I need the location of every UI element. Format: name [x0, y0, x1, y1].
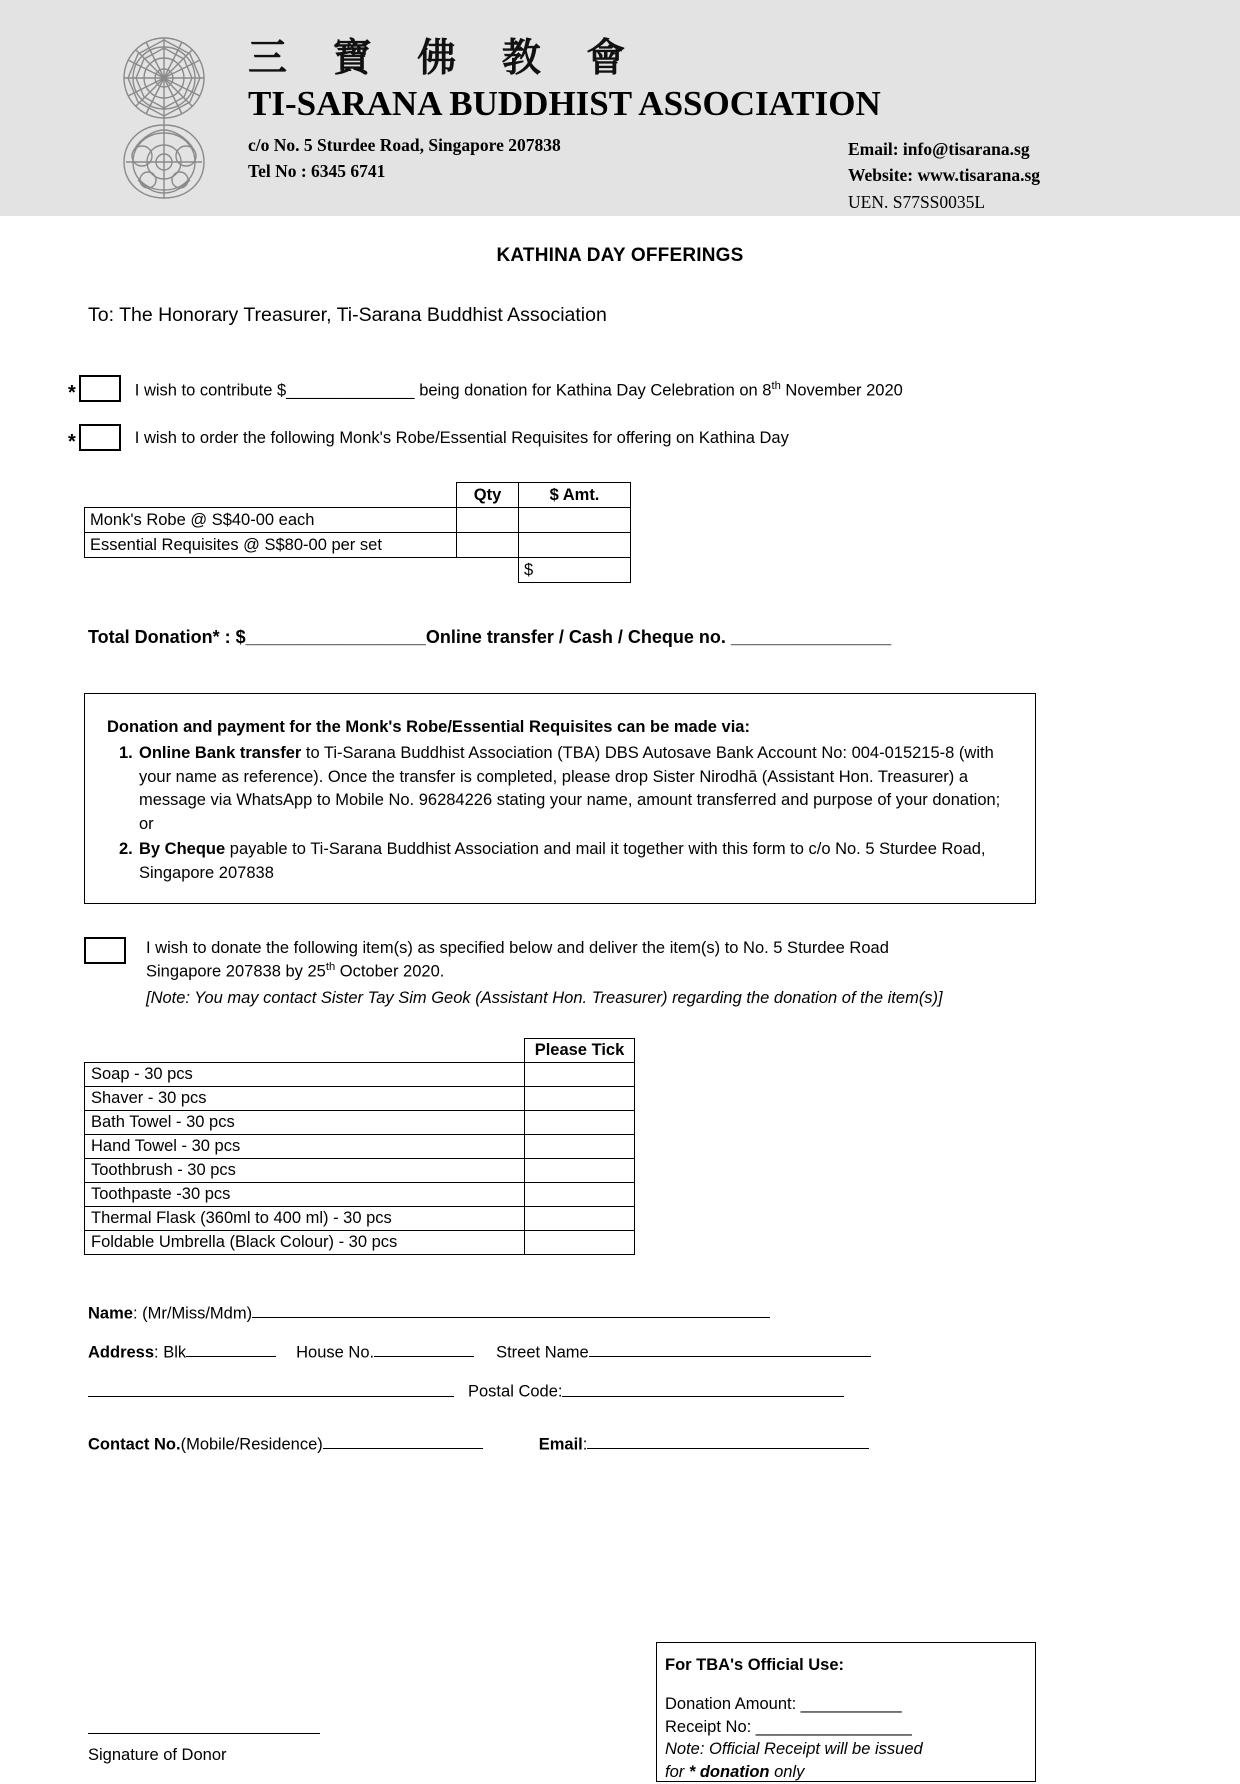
- table-row: [85, 1206, 635, 1230]
- table-row: [85, 1134, 635, 1158]
- org-email: Email: info@tisarana.sg: [848, 139, 1030, 159]
- chinese-org-title: 三 寶 佛 教 會: [248, 35, 642, 81]
- contribute-text-pre: I wish to contribute $: [134, 381, 287, 400]
- official-use-box: [656, 1642, 1036, 1782]
- item-tick-5[interactable]: [525, 1182, 635, 1206]
- payment-item-1-bold: Online Bank transfer: [139, 744, 302, 763]
- item-label-2: Bath Towel - 30 pcs: [85, 1110, 525, 1134]
- donate-deadline-ordinal: th: [325, 961, 336, 974]
- order-row-1-qty[interactable]: [457, 533, 519, 558]
- item-tick-0[interactable]: [525, 1062, 635, 1086]
- form-body: [0, 245, 1240, 1782]
- letterhead-titles: [248, 35, 881, 185]
- official-note-line-2: [665, 1761, 1035, 1784]
- signature-label: Signature of Donor: [88, 1746, 227, 1764]
- items-table-header-row: [85, 1038, 635, 1062]
- order-row-0-amt[interactable]: [519, 508, 631, 533]
- email-label: Email: [538, 1434, 583, 1453]
- item-tick-4[interactable]: [525, 1158, 635, 1182]
- address-field-line: [88, 1340, 1240, 1362]
- name-label: Name: [88, 1304, 133, 1323]
- donate-items-note: [Note: You may contact Sister Tay Sim Geok (Assistant Hon. Treasurer) regarding the donation of the item(s)]: [146, 989, 943, 1008]
- item-tick-6[interactable]: [525, 1206, 635, 1230]
- payment-instructions-box: [84, 693, 1036, 904]
- payment-item-2-rest: payable to Ti-Sarana Buddhist Association and mail it together with this form to c/o No. 5 Sturdee Road, Singapore 207838: [139, 840, 986, 882]
- item-tick-2[interactable]: [525, 1110, 635, 1134]
- page-title: KATHINA DAY OFFERINGS: [496, 245, 744, 266]
- donate-deadline-post: October 2020.: [335, 962, 445, 981]
- asterisk-marker-2: *: [68, 431, 76, 453]
- addressee-line: To: The Honorary Treasurer, Ti-Sarana Buddhist Association: [88, 304, 607, 326]
- official-note-line-1: Note: Official Receipt will be issued: [665, 1740, 923, 1759]
- street-name-label: Street Name: [496, 1343, 589, 1362]
- items-header-please-tick: Please Tick: [525, 1038, 635, 1062]
- item-tick-1[interactable]: [525, 1086, 635, 1110]
- official-note-bold: * donation: [688, 1763, 770, 1782]
- table-row: [85, 533, 631, 558]
- payment-item-1-number: 1.: [119, 744, 133, 763]
- order-header-qty: Qty: [457, 483, 519, 508]
- street-name-input[interactable]: [589, 1340, 871, 1357]
- payment-item-2-number: 2.: [119, 840, 133, 859]
- org-uen: UEN. S77SS0035L: [848, 191, 986, 212]
- official-receipt-no[interactable]: Receipt No: _________________: [665, 1717, 912, 1736]
- item-label-1: Shaver - 30 pcs: [85, 1086, 525, 1110]
- official-note-post: only: [769, 1763, 805, 1782]
- asterisk-marker: *: [68, 382, 76, 404]
- signature-block: [88, 1733, 320, 1765]
- donor-particulars: [88, 1301, 1240, 1454]
- checkbox-contribute[interactable]: [79, 375, 121, 402]
- option-contribute-label: [135, 375, 903, 401]
- official-use-heading: For TBA's Official Use:: [665, 1656, 845, 1674]
- item-label-4: Toothbrush - 30 pcs: [85, 1158, 525, 1182]
- order-row-1-desc: Essential Requisites @ S$80-00 per set: [85, 533, 457, 558]
- order-table-header-row: [85, 483, 631, 508]
- dharma-wheel-logo-icon: [104, 30, 224, 205]
- order-row-0-desc: Monk's Robe @ S$40-00 each: [85, 508, 457, 533]
- contact-sub-label: (Mobile/Residence): [180, 1434, 323, 1453]
- address-line2-input[interactable]: [88, 1379, 454, 1396]
- letterhead-contact-block: [848, 136, 1040, 215]
- address-second-line: [88, 1379, 1240, 1401]
- donation-items-table: [84, 1038, 635, 1255]
- name-sub-label: : (Mr/Miss/Mdm): [132, 1304, 253, 1323]
- email-colon: :: [582, 1434, 588, 1453]
- payment-item-2-body: [139, 838, 1011, 885]
- postal-code-label: Postal Code:: [468, 1382, 563, 1401]
- blk-input[interactable]: [186, 1340, 276, 1357]
- donate-items-line-2: [146, 960, 943, 984]
- contribute-amount-blank[interactable]: ______________: [286, 381, 415, 400]
- item-label-7: Foldable Umbrella (Black Colour) - 30 pcs: [85, 1230, 525, 1254]
- name-field-line: [88, 1301, 1240, 1323]
- order-row-1-amt[interactable]: [519, 533, 631, 558]
- org-address: c/o No. 5 Sturdee Road, Singapore 207838: [248, 135, 561, 156]
- option-donate-items-label: [146, 937, 943, 1011]
- name-input[interactable]: [252, 1301, 770, 1318]
- email-input[interactable]: [587, 1432, 869, 1449]
- official-note-pre: for: [665, 1763, 689, 1782]
- order-total-row: [85, 558, 631, 583]
- table-row: [85, 1230, 635, 1254]
- payment-item-1-rest: to Ti-Sarana Buddhist Association (TBA) DBS Autosave Bank Account No: 004-015215-8 (with your name as reference). Once the transfer is completed, please drop Sister Nirodhā (Assistant Hon. Treasurer) a message via WhatsApp to Mobile No. 96284226 stating your name, amount transferred and purpose of your donation; or: [139, 744, 1001, 833]
- payment-item-1-body: [139, 742, 1011, 836]
- option-donate-items-row: [84, 937, 1240, 1011]
- contribute-text-post-b: November 2020: [780, 381, 903, 400]
- donate-items-line-1: I wish to donate the following item(s) as specified below and deliver the item(s) to No. 5 Sturdee Road: [146, 938, 889, 957]
- payment-method-label: Online transfer / Cash / Cheque no.: [425, 627, 731, 647]
- table-row: [85, 508, 631, 533]
- house-no-label: House No.: [296, 1343, 375, 1362]
- org-website: Website: www.tisarana.sg: [848, 165, 1041, 186]
- total-donation-blank[interactable]: __________________: [245, 627, 426, 647]
- order-total-amount[interactable]: $: [519, 558, 631, 583]
- payment-method-item-1: [107, 742, 1011, 836]
- cheque-no-blank[interactable]: ________________: [730, 627, 892, 647]
- org-telephone: Tel No : 6345 6741: [248, 161, 386, 182]
- table-row: [85, 1062, 635, 1086]
- order-header-blank: [85, 483, 457, 508]
- item-label-0: Soap - 30 pcs: [85, 1062, 525, 1086]
- checkbox-order-requisites[interactable]: [79, 424, 121, 451]
- contact-no-input[interactable]: [323, 1432, 483, 1449]
- official-donation-amount[interactable]: Donation Amount: ___________: [665, 1694, 902, 1713]
- item-label-5: Toothpaste -30 pcs: [85, 1182, 525, 1206]
- payment-box-heading: Donation and payment for the Monk's Robe/Essential Requisites can be made via:: [107, 718, 750, 736]
- total-donation-line: [88, 627, 1240, 648]
- table-row: [85, 1182, 635, 1206]
- option-order-label: I wish to order the following Monk's Robe/Essential Requisites for offering on Kathina Day: [134, 429, 789, 447]
- address-blk-label: : Blk: [154, 1343, 187, 1362]
- donate-deadline-pre: Singapore 207838 by 25: [146, 962, 326, 981]
- item-label-6: Thermal Flask (360ml to 400 ml) - 30 pcs: [85, 1206, 525, 1230]
- contact-label: Contact No.: [88, 1434, 181, 1453]
- english-org-title: TI-SARANA BUDDHIST ASSOCIATION: [248, 83, 881, 123]
- total-donation-label: Total Donation* : $: [88, 627, 246, 647]
- address-label: Address: [88, 1343, 155, 1362]
- letterhead: [0, 0, 1240, 216]
- contribute-text-post-a: being donation for Kathina Day Celebration on 8: [414, 381, 772, 400]
- table-row: [85, 1086, 635, 1110]
- contact-field-line: [88, 1432, 1240, 1454]
- order-row-0-qty[interactable]: [457, 508, 519, 533]
- option-contribute-row: [68, 375, 1240, 403]
- item-tick-7[interactable]: [525, 1230, 635, 1254]
- postal-code-input[interactable]: [562, 1379, 844, 1396]
- payment-method-item-2: [107, 838, 1011, 885]
- table-row: [85, 1110, 635, 1134]
- item-tick-3[interactable]: [525, 1134, 635, 1158]
- option-order-row: [68, 424, 1240, 452]
- contribute-date-ordinal: th: [771, 380, 781, 392]
- item-label-3: Hand Towel - 30 pcs: [85, 1134, 525, 1158]
- signature-line[interactable]: [88, 1733, 320, 1734]
- order-table: [84, 482, 631, 583]
- table-row: [85, 1158, 635, 1182]
- house-no-input[interactable]: [374, 1340, 474, 1357]
- order-header-amount: $ Amt.: [519, 483, 631, 508]
- checkbox-donate-items[interactable]: [84, 937, 126, 964]
- payment-item-2-bold: By Cheque: [139, 840, 226, 859]
